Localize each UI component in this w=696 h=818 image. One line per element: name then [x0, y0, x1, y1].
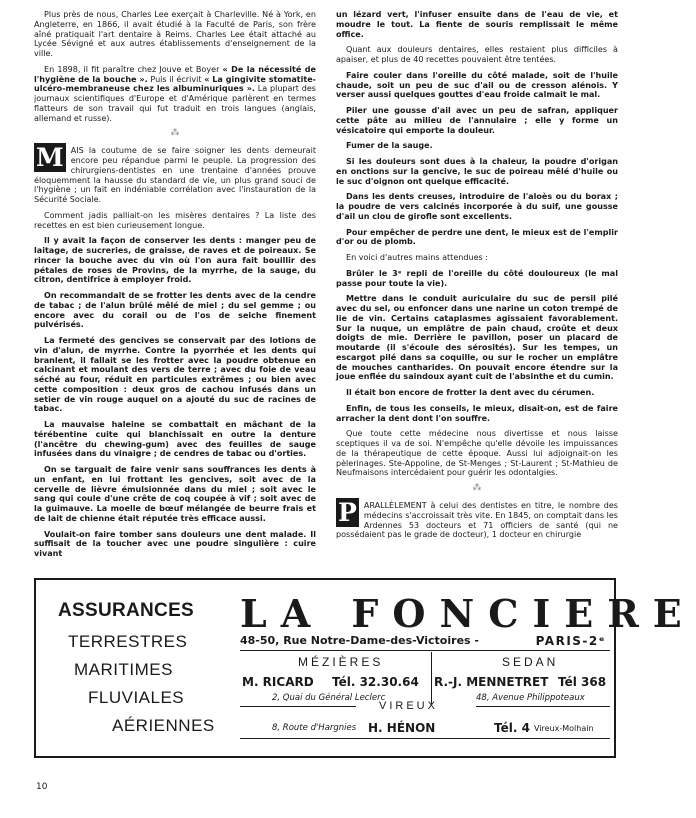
- advert-heading: ASSURANCES: [58, 600, 195, 621]
- paragraph: Brûler le 3ᵉ repli de l'oreille du côté douloureux (le mal passe pour toute la vie).: [336, 268, 618, 288]
- agent-name: R.-J. MENNETRET: [434, 675, 549, 689]
- page-number: 10: [36, 782, 48, 792]
- insurance-advert: [34, 578, 696, 758]
- paragraph: Dans les dents creuses, introduire de l'aloès ou du borax ; la poudre de vers calcinés incorporée à du suif, une gousse d'ail un clou de girofle sont excellents.: [336, 192, 618, 221]
- brand-name: LA FONCIERE: [240, 591, 696, 636]
- drop-cap: [34, 143, 69, 173]
- paragraph: Si les douleurs sont dues à la chaleur, la poudre d'origan en onctions sur la gencive, le suc de poireau mêlé d'huile ou le suc d'oignon ont quelque efficacité.: [336, 157, 618, 186]
- paragraph: On se targuait de faire venir sans souffrances les dents à un enfant, en lui frottant les gencives, soit avec de la cervelle de lièvre émulsionnée dans du miel ; soit avec le sang qui coule d'une crête de coq coupée à vif ; soit avec de la guimauve. La moelle de bœuf mélangée de beurre frais et de lait de chienne était réputée très efficace aussi.: [34, 465, 316, 523]
- agent-phone: Tél. 4: [494, 721, 530, 735]
- address-text: 48-50, Rue Notre-Dame-des-Victoires -: [240, 634, 479, 647]
- text-run: AIS la coutume de se faire soigner les dents demeurait encore peu répandue parmi le peuple. La progression des chirurgiens-dentistes en une trentaine d'années prouve éloquemment la hausse du standard de vie, un plus grand souci de l'hygiène ; un fait en indéniable corrélation avec l'instauration de la Sécurité Sociale.: [34, 146, 316, 204]
- divider: [431, 652, 432, 704]
- office-address: 2, Quai du Général Leclerc: [272, 693, 386, 703]
- head-office-address: [240, 634, 610, 647]
- office-address: 48, Avenue Philippoteaux: [476, 693, 585, 703]
- advert-insurance-types: [36, 580, 230, 756]
- section-separator: ⁂: [472, 483, 482, 493]
- insurance-type: AÉRIENNES: [112, 716, 215, 735]
- paragraph: Plus près de nous, Charles Lee exerçait à Charleville. Né à York, en Angleterre, en 1866, il avait étudié à la Faculté de Paris, son frère aîné pratiquait l'art dentaire à Reims. Charles Lee était attaché au Lycée Sévigné et aux autres établissements d'enseignement de la ville.: [34, 10, 316, 58]
- divider: [240, 706, 356, 707]
- paragraph: Pour empêcher de perdre une dent, le mieux est de l'emplir d'or ou de plomb.: [336, 227, 618, 247]
- divider: [240, 650, 610, 651]
- paragraph: Quant aux douleurs dentaires, elles restaient plus difficiles à apaiser, et plus de 40 recettes pouvaient être tentées.: [336, 45, 618, 64]
- text-run: En 1898, il fit paraître chez Jouve et Boyer: [44, 64, 223, 74]
- city-label: PARIS-2ᵉ: [535, 634, 606, 648]
- paragraph: Faire couler dans l'oreille du côté malade, soit de l'huile chaude, soit un peu de suc d'ail ou de cresson alénois. Y verser aussi quelques gouttes d'eau froide calmait le mal.: [336, 70, 618, 100]
- paragraph: En voici d'autres mains attendues :: [346, 253, 488, 262]
- paragraph: Enfin, de tous les conseils, le mieux, disait-on, est de faire arracher la dent dont l'on souffre.: [336, 403, 618, 423]
- office-village: Vireux-Molhain: [534, 724, 594, 733]
- paragraph: [34, 143, 316, 205]
- right-column: [336, 10, 618, 546]
- text-run: Puis il écrivit: [147, 74, 205, 84]
- paragraph: La mauvaise haleine se combattait en mâchant de la térébentine cuite qui blanchissait en outre la denture (l'ancêtre du chewing-gum) avec des feuilles de sauge infusées dans du vinaigre ; de cendres de tabac ou d'orties.: [34, 420, 316, 459]
- office-city: MÉZIÈRES: [298, 655, 384, 669]
- paragraph: Fumer de la sauge.: [346, 141, 433, 151]
- drop-cap: [336, 498, 362, 527]
- book-title: « De la nécessité de l'hygiène de la bouche ».: [34, 64, 316, 84]
- insurance-type: FLUVIALES: [88, 688, 185, 707]
- agent-name: H. HÉNON: [368, 721, 436, 735]
- paragraph: un lézard vert, l'infuser ensuite dans de l'eau de vie, et moudre le tout. La fiente de souris remplissait le même office.: [336, 10, 618, 39]
- office-city: VIREUX: [379, 700, 438, 712]
- office-city: SEDAN: [502, 655, 559, 669]
- office-address: 8, Route d'Hargnies: [272, 723, 357, 733]
- paragraph: La fermeté des gencives se conservait par des lotions de vin d'alun, de myrrhe. Contre la pyorrhée et les dents qui branlent, il fallait se les frotter avec la poudre obtenue en calcinant et moulant des vers de terre ; avec du foie de veau séché au four, réduit en particules extrêmes ; ou bien avec cette composition : deux gros de cachou infusés dans un setier de vin rouge auquel on a ajouté du suc de racines de tabac.: [34, 336, 316, 414]
- paragraph: Comment jadis palliait-on les misères dentaires ? La liste des recettes en est bien curieusement longue.: [34, 210, 316, 230]
- paragraph: Il y avait la façon de conserver les dents : manger peu de laitage, de sucreries, de graisse, de raves et de poireaux. Se rincer la bouche avec du vin où l'on aura fait bouillir des pétales de roses de Provins, de la myrrhe, de la sauge, du citron, dentifrice à employer froid.: [34, 236, 316, 285]
- section-separator: ⁂: [170, 128, 180, 139]
- drop-cap-letter: M: [36, 143, 64, 173]
- paragraph: Voulait-on faire tomber sans douleurs une dent malade. Il suffisait de la toucher avec une poudre singulière : cuire vivant: [34, 529, 316, 558]
- divider: [240, 738, 610, 739]
- paragraph: Que toute cette médecine nous divertisse et nous laisse sceptiques il va de soi. N'empêche qu'elle dévoile les impuissances de la thérapeutique de cette époque. Aussi lui adjoignait-on les pèlerinages. Ste-Appoline, de St-Menges ; St-Laurent ; St-Mathieu de Neufmaisons intercédaient pour guérir les odontalgies.: [336, 429, 618, 478]
- paragraph: Il était bon encore de frotter la dent avec du cérumen.: [346, 388, 595, 397]
- paragraph: Mettre dans le conduit auriculaire du suc de persil pilé avec du sel, ou enfoncer dans une narine un coton trempé de lie de vin. Certains cataplasmes agissaient favorablement. Sur la nuque, un emplâtre de pain chaud, croûte et deux doigts de mie. Derrière le pavillon, poser un placard de moutarde (il s'écoule des sérosités). Sur les tempes, un escargot pilé dans sa coquille, ou sur le rocher un emplâtre de mouches cantharides. On pouvait encore étendre sur la joue enflée du saindoux ayant cuit de l'absinthe et du cumin.: [336, 294, 618, 382]
- paragraph: [336, 498, 618, 540]
- paragraph: Piler une gousse d'ail avec un peu de safran, appliquer cette pâte au milieu de l'annulaire ; elle y forme un vésicatoire qui emporte la douleur.: [336, 106, 618, 135]
- insurance-type: TERRESTRES: [68, 632, 188, 651]
- paragraph: [34, 65, 316, 124]
- agent-phone: Tél. 32.30.64: [332, 675, 419, 689]
- paragraph: On recommandait de se frotter les dents avec de la cendre de tabac ; de l'alun brûlé mêlé de miel ; du sel gemme ; ou encore avec du corail ou de l'os de seiche finement pulvérisés.: [34, 291, 316, 330]
- text-run: La plupart des journaux scientifiques d'Europe et d'Amérique parlèrent en termes flatteurs de son travail qui fut traduit en trois langues (anglais, allemand et russe).: [34, 84, 316, 123]
- text-run: ARALLÈLEMENT à celui des dentistes en titre, le nombre des médecins s'accroissait très vite. En 1845, on comptait dans les Ardennes 53 docteurs et 71 officiers de santé (qui ne possédaient pas le grade de docteur), 1 docteur en chirurgie: [336, 501, 618, 540]
- left-column: [34, 10, 316, 565]
- agent-name: M. RICARD: [242, 675, 314, 689]
- divider: [476, 706, 610, 707]
- drop-cap-letter: P: [338, 498, 357, 527]
- insurance-type: MARITIMES: [74, 660, 173, 679]
- agent-phone: Tél 368: [558, 675, 607, 689]
- book-title: « La gingivite stomatite-ulcéro-membraneuse chez les albuminuriques ».: [34, 74, 317, 94]
